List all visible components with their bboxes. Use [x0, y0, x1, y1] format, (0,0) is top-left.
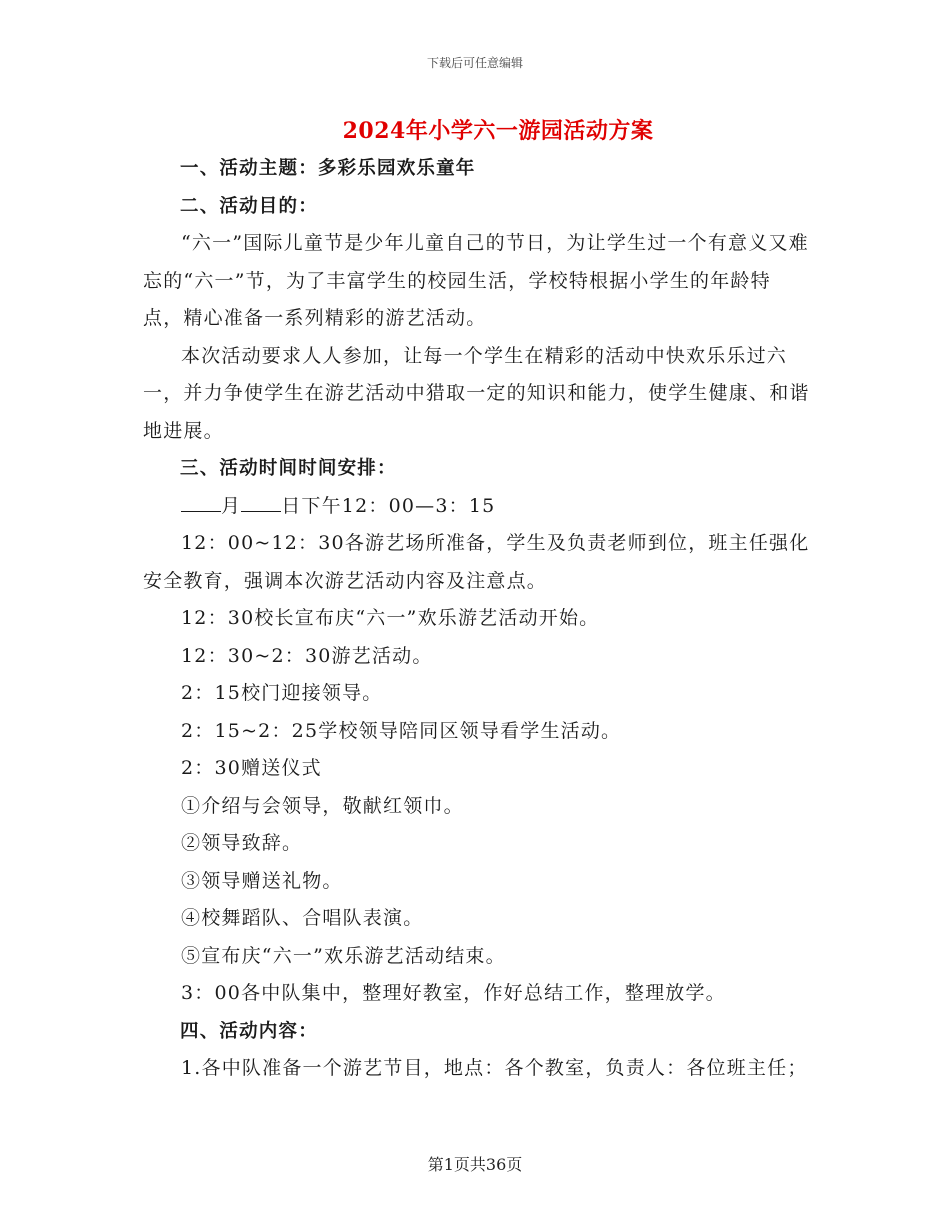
section-heading-purpose: 二、活动目的：: [180, 195, 318, 217]
date-month-label: 月: [221, 494, 242, 517]
header-note: 下载后可任意编辑: [426, 56, 523, 70]
schedule-item: 12：00~12：30各游艺场所准备，学生及负责老师到位，班主任强化安全教育，强调本次游艺活动内容及注意点。: [143, 532, 810, 592]
paragraph: 1.各中队准备一个游艺节目，地点：各个教室，负责人：各位班主任；: [181, 1057, 808, 1079]
schedule-item: 12：30~2：30游艺活动。: [181, 644, 433, 667]
paragraph: “六一”国际儿童节是少年儿童自己的节日，为让学生过一个有意义又难忘的“六一”节，为了丰富学生的校园生活，学校特根据小学生的年龄特点，精心准备一系列精彩的游艺活动。: [143, 232, 809, 329]
schedule-item: 2：15~2：25学校领导陪同区领导看学生活动。: [181, 719, 622, 742]
schedule-item: 2：15校门迎接领导。: [181, 682, 383, 704]
schedule-item: ①介绍与会领导，敬献红领巾。: [181, 794, 464, 817]
section-heading-schedule: 三、活动时间时间安排：: [180, 458, 397, 479]
schedule-item: 12：30校长宣布庆“六一”欢乐游艺活动开始。: [181, 607, 600, 629]
schedule-item: ③领导赠送礼物。: [181, 869, 343, 892]
schedule-item: ⑤宣布庆“六一”欢乐游艺活动结束。: [181, 944, 506, 967]
section-heading-theme: 一、活动主题：多彩乐园欢乐童年: [180, 158, 476, 179]
section-heading-content: 四、活动内容：: [180, 1020, 318, 1042]
date-line: [143, 488, 811, 526]
schedule-item: ②领导致辞。: [181, 832, 303, 854]
document-body: [143, 150, 811, 1088]
date-blank-day: [241, 493, 281, 512]
date-rest: 日下午12：00—3：15: [281, 494, 496, 517]
page-footer: 第1页共36页: [427, 1155, 523, 1174]
document-title: 2024年小学六一游园活动方案: [342, 118, 654, 144]
paragraph: 本次活动要求人人参加，让每一个学生在精彩的活动中快欢乐乐过六一，并力争使学生在游艺活动中猎取一定的知识和能力，使学生健康、和谐地进展。: [143, 344, 810, 442]
schedule-item: 3：00各中队集中，整理好教室，作好总结工作，整理放学。: [181, 982, 726, 1004]
schedule-item: ④校舞蹈队、合唱队表演。: [181, 907, 424, 929]
schedule-item: 2：30赠送仪式: [181, 757, 322, 779]
date-blank-month: [181, 493, 221, 512]
